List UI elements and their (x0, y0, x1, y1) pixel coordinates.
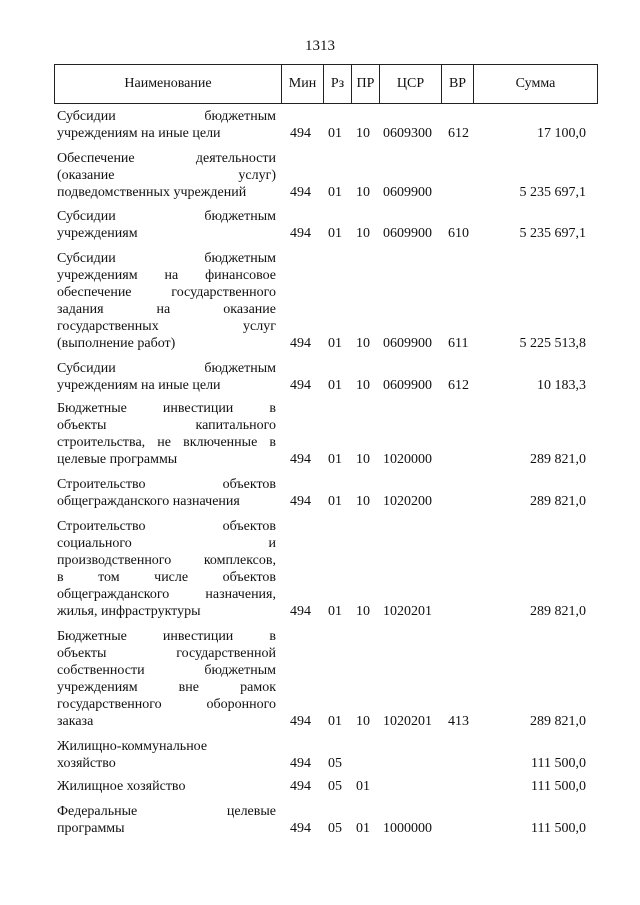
row-name (57, 400, 276, 468)
row-name-line: учреждениям (57, 226, 138, 241)
cell-rz: 01 (328, 604, 342, 619)
row-name (57, 476, 276, 510)
cell-pr: 10 (356, 185, 370, 200)
row-name-line: Строительство объектов (57, 519, 276, 534)
row-name-line: в том числе объектов (57, 570, 276, 585)
row-name-line: Субсидии бюджетным (57, 251, 276, 266)
cell-rz: 05 (328, 779, 342, 794)
row-name-line: производственного комплексов, (57, 553, 276, 568)
cell-pr: 10 (356, 494, 370, 509)
row-name (57, 778, 276, 795)
cell-rz: 01 (328, 378, 342, 393)
header-name: Наименование (124, 76, 212, 91)
page-number: 1313 (305, 38, 335, 54)
cell-pr: 10 (356, 126, 370, 141)
cell-min: 494 (290, 714, 311, 729)
row-name-line: Федеральные целевые (57, 804, 276, 819)
row-name (57, 518, 276, 620)
cell-csr: 1020000 (383, 452, 432, 467)
header-sum: Сумма (473, 65, 597, 103)
cell-sum: 289 821,0 (530, 494, 586, 509)
cell-pr: 01 (356, 821, 370, 836)
header-rz: Рз (323, 65, 351, 103)
row-name-line: хозяйство (57, 756, 116, 771)
cell-sum: 111 500,0 (531, 756, 586, 771)
cell-sum: 111 500,0 (531, 821, 586, 836)
cell-min: 494 (290, 494, 311, 509)
row-name-line: государственного оборонного (57, 697, 276, 712)
row-name-line: обеспечение государственного (57, 285, 276, 300)
cell-csr: 0609900 (383, 226, 432, 241)
row-name (57, 150, 276, 201)
row-name (57, 250, 276, 352)
row-name-line: учреждениям на иные цели (57, 378, 221, 393)
cell-csr: 0609900 (383, 185, 432, 200)
row-name-line: общегражданского назначения (57, 494, 240, 509)
header-csr: ЦСР (379, 65, 441, 103)
table-row (54, 738, 598, 772)
cell-min: 494 (290, 126, 311, 141)
cell-csr: 1020201 (383, 714, 432, 729)
cell-rz: 01 (328, 452, 342, 467)
row-name (57, 803, 276, 837)
cell-csr: 1020200 (383, 494, 432, 509)
cell-vr: 612 (448, 378, 469, 393)
cell-csr: 0609900 (383, 336, 432, 351)
row-name-line: объекты государственной (57, 646, 276, 661)
row-name-line: Бюджетные инвестиции в (57, 629, 276, 644)
row-name-line: задания на оказание (57, 302, 276, 317)
cell-csr: 0609900 (383, 378, 432, 393)
cell-pr: 10 (356, 604, 370, 619)
row-name-line: социального и (57, 536, 276, 551)
cell-rz: 01 (328, 185, 342, 200)
cell-sum: 111 500,0 (531, 779, 586, 794)
row-name-line: подведомственных учреждений (57, 185, 247, 200)
row-name-line: Бюджетные инвестиции в (57, 401, 276, 416)
cell-pr: 10 (356, 452, 370, 467)
table-row (54, 476, 598, 510)
row-name-line: Жилищное хозяйство (57, 779, 186, 794)
cell-sum: 289 821,0 (530, 452, 586, 467)
cell-min: 494 (290, 756, 311, 771)
cell-csr: 1020201 (383, 604, 432, 619)
cell-min: 494 (290, 604, 311, 619)
cell-csr: 0609300 (383, 126, 432, 141)
row-name-line: заказа (57, 714, 94, 729)
row-name (57, 208, 276, 242)
cell-min: 494 (290, 452, 311, 467)
row-name-line: Субсидии бюджетным (57, 209, 276, 224)
cell-min: 494 (290, 336, 311, 351)
row-name-line: Строительство объектов (57, 477, 276, 492)
cell-min: 494 (290, 779, 311, 794)
row-name-line: учреждениям на финансовое (57, 268, 276, 283)
table-row (54, 803, 598, 837)
cell-vr: 612 (448, 126, 469, 141)
table-row (54, 778, 598, 795)
table-header (54, 64, 598, 104)
cell-pr: 01 (356, 779, 370, 794)
cell-pr: 10 (356, 226, 370, 241)
cell-vr: 413 (448, 714, 469, 729)
row-name (57, 360, 276, 394)
cell-sum: 5 235 697,1 (519, 185, 586, 200)
row-name-line: учреждениям на иные цели (57, 126, 221, 141)
cell-rz: 01 (328, 226, 342, 241)
table-row (54, 150, 598, 201)
cell-sum: 17 100,0 (537, 126, 586, 141)
cell-rz: 01 (328, 714, 342, 729)
cell-csr: 1000000 (383, 821, 432, 836)
cell-pr: 10 (356, 714, 370, 729)
row-name-line: государственных услуг (57, 319, 276, 334)
table-row (54, 518, 598, 620)
cell-pr: 10 (356, 378, 370, 393)
header-min: Мин (281, 65, 323, 103)
table-row (54, 360, 598, 394)
row-name-line: Субсидии бюджетным (57, 361, 276, 376)
row-name-line: собственности бюджетным (57, 663, 276, 678)
table-row (54, 208, 598, 242)
row-name-line: (оказание услуг) (57, 168, 276, 183)
row-name-line: целевые программы (57, 452, 178, 467)
row-name (57, 108, 276, 142)
row-name-line: строительства, не включенные в (57, 435, 276, 450)
header-pr: ПР (351, 65, 379, 103)
cell-sum: 10 183,3 (537, 378, 586, 393)
row-name-line: Субсидии бюджетным (57, 109, 276, 124)
cell-min: 494 (290, 378, 311, 393)
cell-vr: 610 (448, 226, 469, 241)
table-row (54, 400, 598, 468)
cell-sum: 5 225 513,8 (519, 336, 586, 351)
cell-sum: 289 821,0 (530, 714, 586, 729)
cell-rz: 01 (328, 336, 342, 351)
cell-rz: 05 (328, 821, 342, 836)
table-row (54, 628, 598, 730)
row-name (57, 738, 276, 772)
cell-rz: 01 (328, 126, 342, 141)
cell-min: 494 (290, 226, 311, 241)
row-name-line: (выполнение работ) (57, 336, 176, 351)
cell-rz: 01 (328, 494, 342, 509)
row-name-line: объекты капитального (57, 418, 276, 433)
table-row (54, 250, 598, 352)
cell-rz: 05 (328, 756, 342, 771)
row-name-line: программы (57, 821, 125, 836)
cell-sum: 5 235 697,1 (519, 226, 586, 241)
table-row (54, 108, 598, 142)
cell-sum: 289 821,0 (530, 604, 586, 619)
row-name-line: учреждениям вне рамок (57, 680, 276, 695)
cell-min: 494 (290, 821, 311, 836)
cell-min: 494 (290, 185, 311, 200)
row-name-line: Жилищно-коммунальное (57, 739, 208, 754)
row-name-line: жилья, инфраструктуры (57, 604, 201, 619)
header-vr: ВР (441, 65, 473, 103)
row-name-line: общегражданского назначения, (57, 587, 276, 602)
row-name-line: Обеспечение деятельности (57, 151, 276, 166)
row-name (57, 628, 276, 730)
cell-pr: 10 (356, 336, 370, 351)
cell-vr: 611 (448, 336, 469, 351)
